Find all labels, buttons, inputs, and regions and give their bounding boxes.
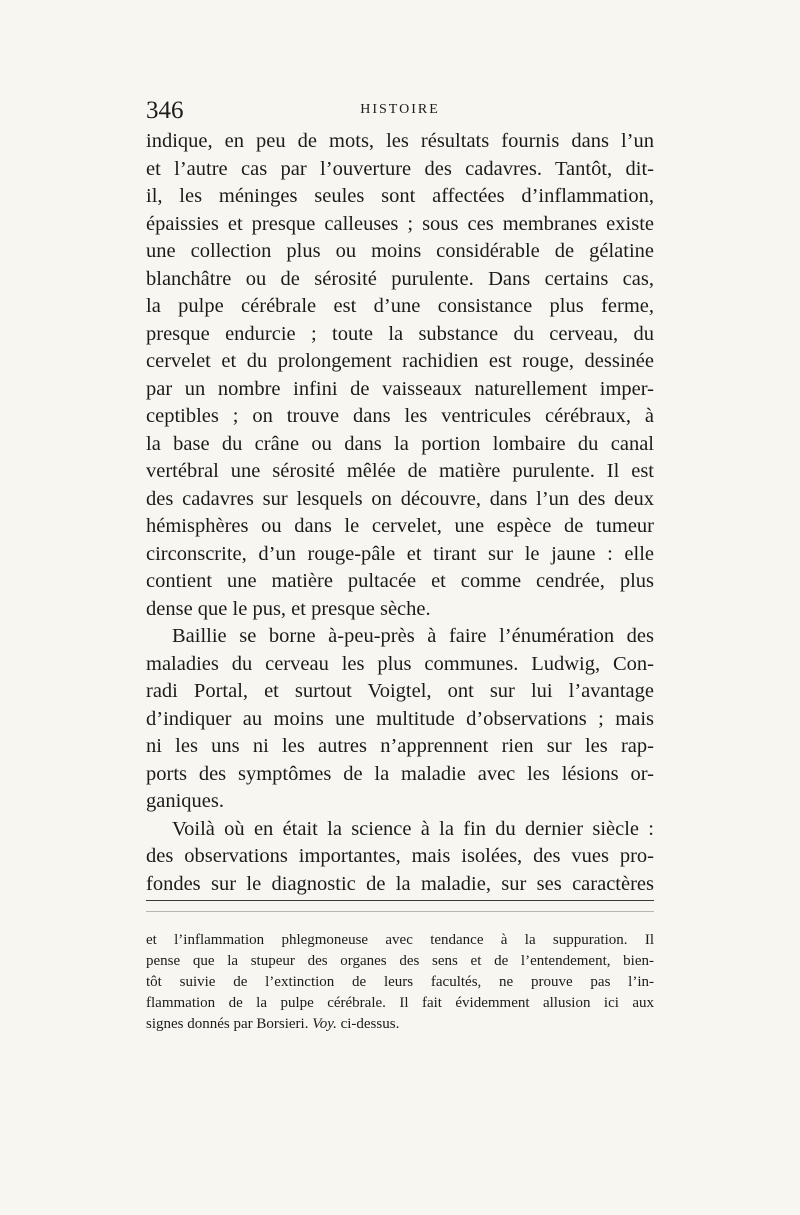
footnote-line: et l’inflammation phlegmoneuse avec tendance à la suppuration. Il <box>146 932 654 948</box>
running-head: HISTOIRE <box>360 102 440 117</box>
body-text <box>146 128 654 898</box>
separator-rule-faint <box>146 911 654 912</box>
text-line: fondes sur le diagnostic de la maladie, sur ses caractères <box>146 872 654 895</box>
text-line: contient une matière pultacée et comme cendrée, plus <box>146 570 654 592</box>
footnote-ref-italic: Voy. <box>312 1016 337 1032</box>
text-line: ceptibles ; on trouve dans les ventricules cérébraux, à <box>146 405 654 427</box>
text-line: blanchâtre ou de sérosité purulente. Dans certains cas, <box>146 267 654 290</box>
paragraph-start-line: Baillie se borne à-peu-près à faire l’énumération des <box>172 625 654 647</box>
footnote-line: tôt suivie de l’extinction de leurs facultés, ne prouve pas l’in- <box>146 974 654 990</box>
paragraph-end-line: ganiques. <box>146 790 224 812</box>
text-line: ni les uns ni les autres n’apprennent rien sur les rap- <box>146 735 654 757</box>
text-line: des observations importantes, mais isolées, des vues pro- <box>146 845 654 867</box>
text-line: radi Portal, et surtout Voigtel, ont sur lui l’avantage <box>146 680 654 702</box>
text-line: et l’autre cas par l’ouverture des cadavres. Tantôt, dit- <box>146 157 654 180</box>
footnote-line: pense que la stupeur des organes des sens et de l’entendement, bien- <box>146 953 654 969</box>
footnote-separator <box>146 900 654 912</box>
text-line: maladies du cerveau les plus communes. Ludwig, Con- <box>146 652 654 675</box>
footnote-text: signes donnés par Borsieri. <box>146 1016 309 1032</box>
footnote-ref-rest: ci-dessus. <box>336 1016 400 1032</box>
text-line: la base du crâne ou dans la portion lombaire du canal <box>146 432 654 455</box>
footnote-line <box>146 1014 654 1035</box>
footnote-line: flammation de la pulpe cérébrale. Il fait évidemment allusion ici aux <box>146 995 654 1011</box>
paragraph-end-line: dense que le pus, et presque sèche. <box>146 597 431 620</box>
text-line: presque endurcie ; toute la substance du cerveau, du <box>146 322 654 345</box>
text-line: des cadavres sur lesquels on découvre, dans l’un des deux <box>146 487 654 510</box>
text-line: une collection plus ou moins considérable de gélatine <box>146 240 654 262</box>
text-line: par un nombre infini de vaisseaux naturellement imper- <box>146 377 654 400</box>
text-line: cervelet et du prolongement rachidien est rouge, dessinée <box>146 350 654 372</box>
text-line: indique, en peu de mots, les résultats fournis dans l’un <box>146 130 654 152</box>
page-header <box>146 96 654 126</box>
footnote <box>146 930 654 1035</box>
page-number: 346 <box>146 97 184 124</box>
separator-rule <box>146 900 654 901</box>
text-line: il, les méninges seules sont affectées d’inflammation, <box>146 185 654 207</box>
text-line: circonscrite, d’un rouge-pâle et tirant sur le jaune : elle <box>146 542 654 565</box>
text-line: vertébral une sérosité mêlée de matière purulente. Il est <box>146 460 654 482</box>
paragraph-start-line: Voilà où en était la science à la fin du dernier siècle : <box>172 817 654 840</box>
text-line: épaissies et presque calleuses ; sous ces membranes existe <box>146 212 654 235</box>
text-line: hémisphères ou dans le cervelet, une espèce de tumeur <box>146 515 654 537</box>
text-line: la pulpe cérébrale est d’une consistance plus ferme, <box>146 295 654 317</box>
text-line: d’indiquer au moins une multitude d’observations ; mais <box>146 707 654 730</box>
text-line: ports des symptômes de la maladie avec les lésions or- <box>146 762 654 785</box>
